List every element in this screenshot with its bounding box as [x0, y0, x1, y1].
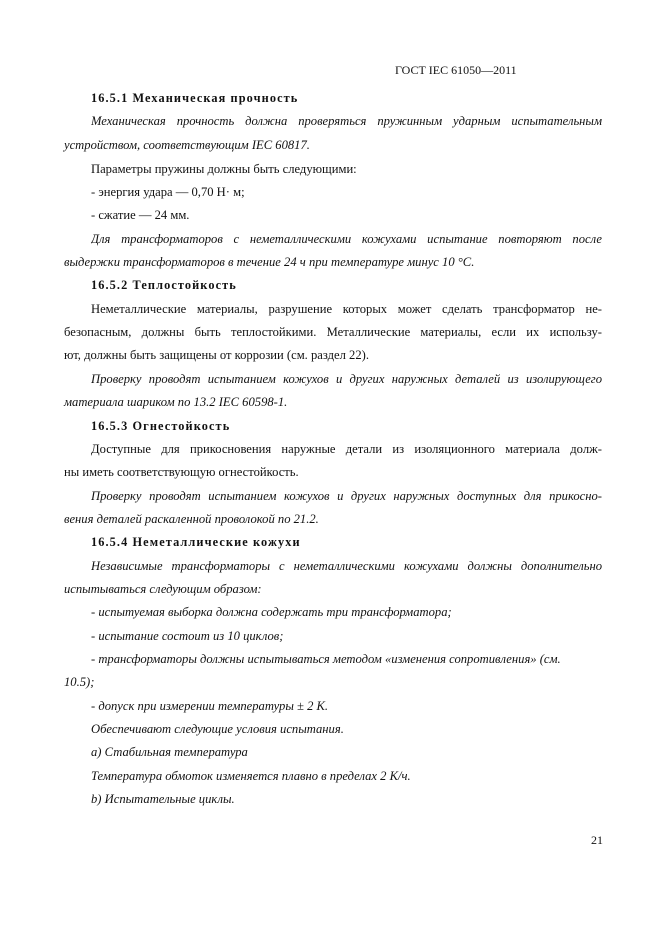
- paragraph-line: Обеспечивают следующие условия испытания.: [91, 722, 344, 736]
- list-item: - испытуемая выборка должна содержать три трансформатора;: [91, 605, 452, 619]
- section-heading-16-5-2: 16.5.2 Теплостойкость: [91, 278, 237, 292]
- standard-designation: ГОСТ IEC 61050—2011: [395, 63, 517, 77]
- paragraph-line: Механическая прочность должна проверяться пружинным ударным испытательным: [91, 114, 602, 128]
- section-heading-16-5-4: 16.5.4 Неметаллические кожухи: [91, 535, 301, 549]
- paragraph-line: Параметры пружины должны быть следующими:: [91, 162, 357, 176]
- list-item: а) Стабильная температура: [91, 745, 248, 759]
- paragraph-line: устройством, соответствующим IEC 60817.: [64, 138, 310, 152]
- section-heading-16-5-1: 16.5.1 Механическая прочность: [91, 91, 299, 105]
- list-item: - сжатие — 24 мм.: [91, 208, 190, 222]
- list-item: b) Испытательные циклы.: [91, 792, 235, 806]
- list-item-continuation: 10.5);: [64, 675, 95, 689]
- paragraph-line: Неметаллические материалы, разрушение которых может сделать трансформатор не-: [91, 302, 602, 316]
- paragraph-line: выдержки трансформаторов в течение 24 ч при температуре минус 10 °С.: [64, 255, 475, 269]
- paragraph-line: вения деталей раскаленной проволокой по 21.2.: [64, 512, 319, 526]
- paragraph-line: испытываться следующим образом:: [64, 582, 262, 596]
- paragraph-line: безопасным, должны быть теплостойкими. Металлические материалы, если их использу-: [64, 325, 602, 339]
- list-item: - энергия удара — 0,70 Н· м;: [91, 185, 245, 199]
- paragraph-line: ны иметь соответствующую огнестойкость.: [64, 465, 299, 479]
- list-item: - испытание состоит из 10 циклов;: [91, 629, 284, 643]
- page-number: 21: [591, 833, 603, 847]
- paragraph-line: Для трансформаторов с неметаллическими кожухами испытание повторяют после: [91, 232, 602, 246]
- paragraph-line: Доступные для прикосновения наружные детали из изоляционного материала долж-: [91, 442, 602, 456]
- list-item: - допуск при измерении температуры ± 2 К.: [91, 699, 329, 713]
- paragraph-line: Температура обмоток изменяется плавно в пределах 2 К/ч.: [91, 769, 411, 783]
- paragraph-line: материала шариком по 13.2 IEC 60598-1.: [64, 395, 288, 409]
- paragraph-line: ют, должны быть защищены от коррозии (см. раздел 22).: [64, 348, 369, 362]
- paragraph-line: Проверку проводят испытанием кожухов и других наружных доступных для прикосно-: [91, 489, 602, 503]
- list-item: - трансформаторы должны испытываться методом «изменения сопротивления» (см.: [91, 652, 561, 666]
- paragraph-line: Проверку проводят испытанием кожухов и других наружных деталей из изолирующего: [91, 372, 602, 386]
- section-heading-16-5-3: 16.5.3 Огнестойкость: [91, 419, 231, 433]
- paragraph-line: Независимые трансформаторы с неметаллическими кожухами должны дополнительно: [91, 559, 602, 573]
